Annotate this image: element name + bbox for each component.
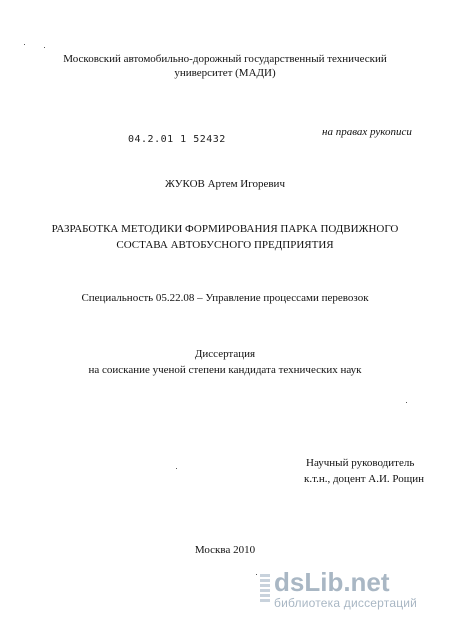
specialty: Специальность 05.22.08 – Управление процессами перевозок <box>81 292 369 304</box>
rights-note: на правах рукописи <box>322 126 412 138</box>
place-year: Москва 2010 <box>194 544 256 556</box>
watermark <box>274 568 434 610</box>
scan-speck <box>406 402 407 403</box>
supervisor-name: к.т.н., доцент А.И. Рощин <box>304 473 424 485</box>
degree-purpose: на соискание ученой степени кандидата технических наук <box>88 364 362 376</box>
thesis-title-line-1: РАЗРАБОТКА МЕТОДИКИ ФОРМИРОВАНИЯ ПАРКА ПОДВИЖНОГО <box>51 223 399 235</box>
watermark-logo: dsLib.net <box>274 567 390 597</box>
thesis-title-line-2: СОСТАВА АВТОБУСНОГО ПРЕДПРИЯТИЯ <box>116 239 334 251</box>
watermark-strip-icon <box>260 574 270 606</box>
institution-line-2: университет (МАДИ) <box>174 67 276 79</box>
institution-line-1: Московский автомобильно-дорожный государственный технический <box>63 53 387 65</box>
scan-speck <box>176 468 177 469</box>
work-type: Диссертация <box>194 348 256 360</box>
watermark-subtitle: библиотека диссертаций <box>274 596 418 610</box>
scan-speck <box>24 44 25 45</box>
supervisor-label: Научный руководитель <box>306 457 415 469</box>
author-name: ЖУКОВ Артем Игоревич <box>165 178 285 190</box>
scan-speck <box>44 47 45 48</box>
scan-speck <box>256 574 257 575</box>
library-stamp: 04.2.01 1 52432 <box>128 134 226 145</box>
